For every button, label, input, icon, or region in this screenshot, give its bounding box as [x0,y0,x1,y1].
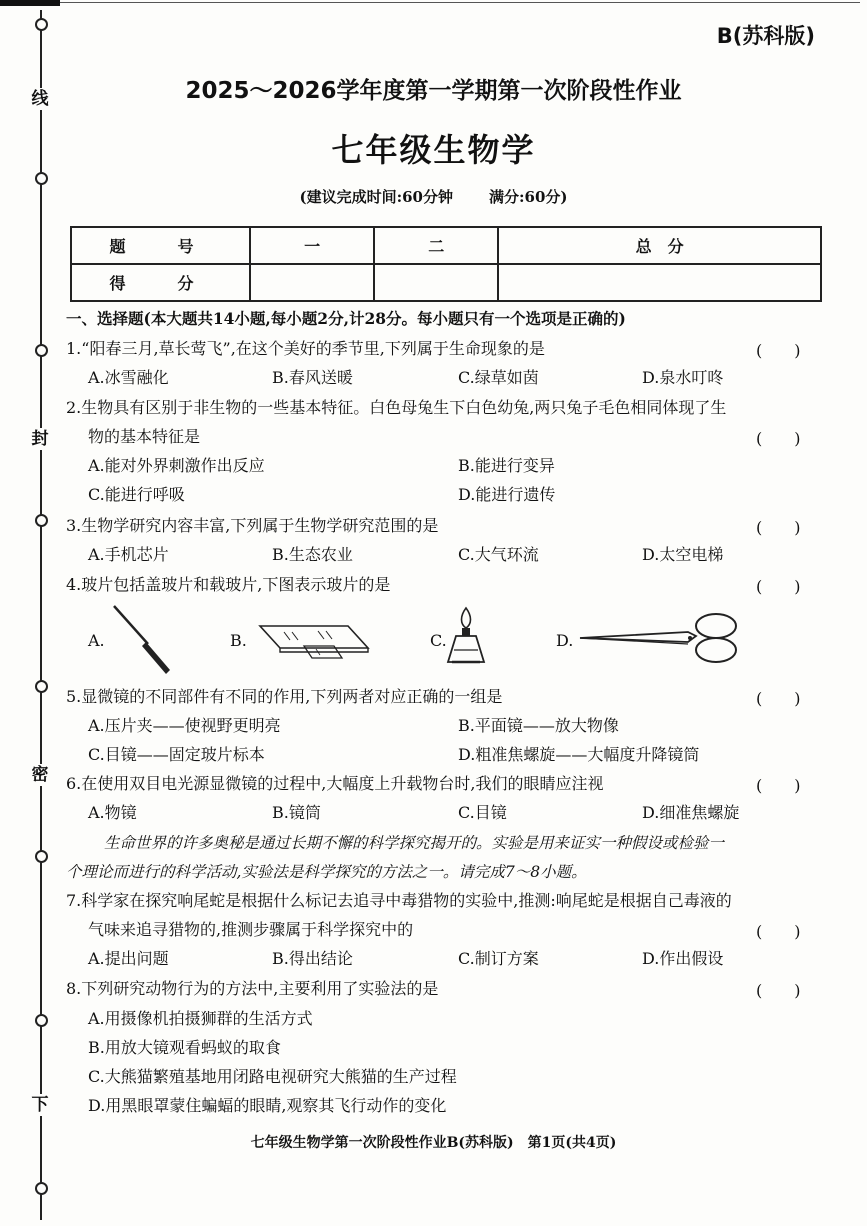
option-b: B.能进行变异 [458,456,555,475]
binding-circle [35,1014,48,1027]
option-c: C.大熊猫繁殖基地用闭路电视研究大熊猫的生产过程 [88,1067,457,1086]
section-heading: 一、选择题(本大题共14小题,每小题2分,计28分。每小题只有一个选项是正确的) [66,309,626,328]
passage-line: 生命世界的许多奥秘是通过长期不懈的科学探究揭开的。实验是用来证实一种假设或检验一 [104,834,725,852]
score-table-row [71,227,821,264]
option-c: C. [430,631,447,650]
score-table-row [71,264,821,301]
option-a: A. [88,631,105,650]
binding-char-mi: 密 [26,764,54,786]
binding-circle [35,850,48,863]
binding-circle [35,18,48,31]
option-d: D.太空电梯 [642,545,724,564]
option-d: D.用黑眼罩蒙住蝙蝠的眼睛,观察其飞行动作的变化 [88,1096,447,1115]
option-c: C.目镜 [458,803,507,822]
score-entry-cell[interactable] [498,264,821,301]
option-a: A.压片夹——使视野更明亮 [88,716,281,735]
answer-paren[interactable]: ( ) [756,577,801,596]
question-1-stem: 1.“阳春三月,草长莺飞”,在这个美好的季节里,下列属于生命现象的是 [66,339,545,358]
option-d: D.泉水叮咚 [642,368,724,387]
answer-paren[interactable]: ( ) [756,341,801,360]
time-suggestion: (建议完成时间:60分钟 [299,188,453,206]
binding-char-xia: 下 [26,1094,54,1116]
option-a: A.提出问题 [88,949,169,968]
binding-circle [35,172,48,185]
score-table-cell: 一 [250,227,374,264]
score-table [70,226,822,302]
option-b: B.生态农业 [272,545,353,564]
alcohol-lamp-image [446,604,488,670]
top-rule [60,2,860,3]
option-d: D. [556,631,574,650]
score-table-cell: 总 分 [498,227,821,264]
question-5-stem: 5.显微镜的不同部件有不同的作用,下列两者对应正确的一组是 [66,687,503,706]
exam-meta [0,186,867,207]
option-a: A.物镜 [88,803,137,822]
option-d: D.细准焦螺旋 [642,803,740,822]
option-b: B.平面镜——放大物像 [458,716,619,735]
question-8-stem: 8.下列研究动物行为的方法中,主要利用了实验法的是 [66,979,439,998]
answer-paren[interactable]: ( ) [756,922,801,941]
answer-paren[interactable]: ( ) [756,776,801,795]
option-b: B.镜筒 [272,803,321,822]
scalpel-image [108,602,178,678]
score-entry-cell[interactable] [250,264,374,301]
edition-label: B(苏科版) [716,24,815,48]
option-b: B.用放大镜观看蚂蚁的取食 [88,1038,281,1057]
option-b: B. [230,631,247,650]
answer-paren[interactable]: ( ) [756,429,801,448]
question-7-stem: 7.科学家在探究响尾蛇是根据什么标记去追寻中毒猎物的实验中,推测:响尾蛇是根据自己毒液的 [66,891,732,910]
page-footer: 七年级生物学第一次阶段性作业B(苏科版) 第1页(共4页) [250,1135,617,1151]
option-a: A.能对外界刺激作出反应 [88,456,265,475]
binding-char-feng: 封 [26,428,54,450]
score-entry-cell[interactable] [374,264,498,301]
option-a: A.手机芯片 [88,545,169,564]
answer-paren[interactable]: ( ) [756,518,801,537]
score-table-cell: 二 [374,227,498,264]
option-d: D.作出假设 [642,949,724,968]
option-c: C.能进行呼吸 [88,485,185,504]
option-b: B.春风送暖 [272,368,353,387]
glass-slide-image [256,618,372,666]
binding-char-xian: 线 [26,88,54,110]
question-4-stem: 4.玻片包括盖玻片和载玻片,下图表示玻片的是 [66,575,391,594]
question-2-stem: 2.生物具有区别于非生物的一些基本特征。白色母兔生下白色幼兔,两只兔子毛色相同体现了生 [66,398,727,417]
full-score: 满分:60分) [489,188,568,206]
question-2-stem-cont: 物的基本特征是 [88,427,201,446]
option-a: A.冰雪融化 [88,368,169,387]
option-c: C.目镜——固定玻片标本 [88,745,265,764]
top-corner-bar [0,0,60,6]
option-c: C.制订方案 [458,949,539,968]
option-c: C.绿草如茵 [458,368,539,387]
answer-paren[interactable]: ( ) [756,981,801,1000]
subject-title: 七年级生物学 [331,131,536,169]
binding-circle [35,344,48,357]
exam-title: 2025～2026学年度第一学期第一次阶段性作业 [185,78,682,104]
score-table-cell: 题 号 [71,227,250,264]
binding-circle [35,1182,48,1195]
answer-paren[interactable]: ( ) [756,689,801,708]
score-table-cell: 得 分 [71,264,250,301]
binding-circle [35,680,48,693]
option-a: A.用摄像机拍摄狮群的生活方式 [88,1009,313,1028]
question-3-stem: 3.生物学研究内容丰富,下列属于生物学研究范围的是 [66,516,439,535]
option-d: D.能进行遗传 [458,485,556,504]
passage-line: 个理论而进行的科学活动,实验法是科学探究的方法之一。请完成7～8小题。 [66,863,587,881]
scissors-image [578,610,744,666]
option-d: D.粗准焦螺旋——大幅度升降镜筒 [458,745,700,764]
question-6-stem: 6.在使用双目电光源显微镜的过程中,大幅度上升载物台时,我们的眼睛应注视 [66,774,604,793]
question-7-stem-cont: 气味来追寻猎物的,推测步骤属于科学探究中的 [88,920,414,939]
option-c: C.大气环流 [458,545,539,564]
binding-circle [35,514,48,527]
option-b: B.得出结论 [272,949,353,968]
